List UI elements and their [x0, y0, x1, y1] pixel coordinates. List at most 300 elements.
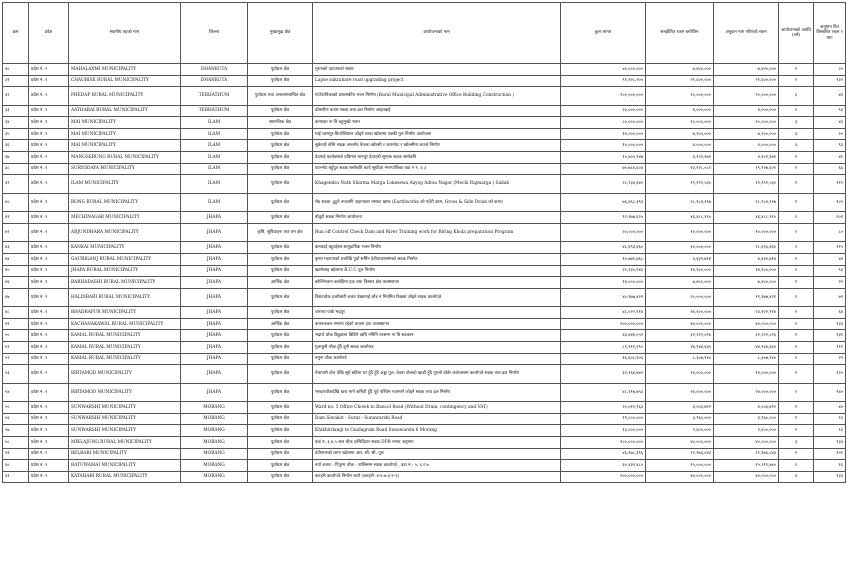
total-cost-cell: १००,०००,०००: [561, 436, 646, 448]
total-cost-cell: ६४,४४४,०५२: [561, 330, 646, 342]
district-cell: JHAPA: [181, 265, 248, 277]
district-cell: JHAPA: [181, 342, 248, 354]
duration-cell: ३: [779, 436, 814, 448]
requested-amount-cell: २०,०००,०००: [714, 87, 779, 106]
agreed-amount-cell: ४,१०२,१७१: [646, 152, 714, 164]
table-row: [3, 448, 846, 460]
agreed-amount-cell: २४,०००,०००: [646, 383, 714, 402]
province-cell: प्रदेश नं. १: [29, 342, 69, 354]
local-body-cell: BIRTAMOD MUNICIPALITY: [69, 383, 181, 402]
total-cost-cell: १६,६०८,१०६: [561, 353, 646, 365]
duration-cell: १: [779, 342, 814, 354]
agreed-amount-cell: ७,४००,०००: [646, 64, 714, 76]
table-row: [3, 383, 846, 402]
extra-value-cell: ८०: [814, 223, 846, 242]
duration-cell: १: [779, 212, 814, 224]
total-cost-cell: ४०,१७७,४२१: [561, 288, 646, 307]
district-cell: MORANG: [181, 413, 248, 425]
table-row: [3, 342, 846, 354]
sector-cell: पूर्वाधार क्षेत्र: [248, 105, 313, 117]
table-row: [3, 471, 846, 483]
duration-cell: ३: [779, 471, 814, 483]
serial-cell: ३९: [3, 175, 29, 194]
extra-value-cell: ९३: [814, 105, 846, 117]
project-name-cell: नयाँ बजार - पिपुरम चौक - तालिसम्म सडक कालोपत्रे , वडा नं.- ५, ६ र ७: [313, 460, 561, 472]
province-cell: प्रदेश नं. १: [29, 471, 69, 483]
extra-value-cell: ७९: [814, 288, 846, 307]
requested-amount-cell: २१,६००,०००: [714, 75, 779, 87]
serial-cell: ३२: [3, 87, 29, 106]
district-cell: DHANKUTA: [181, 64, 248, 76]
project-name-cell: Khikhirdangi to Guidagram Road Sunawarshi 6 Morang: [313, 425, 561, 437]
table-row: [3, 318, 846, 330]
serial-cell: ४४: [3, 253, 29, 265]
duration-cell: १: [779, 152, 814, 164]
duration-cell: १: [779, 64, 814, 76]
duration-cell: १: [779, 223, 814, 242]
extra-value-cell: १११: [814, 175, 846, 194]
province-cell: प्रदेश नं. १: [29, 212, 69, 224]
project-name-cell: देवीनगरको लामा खोलामा आर. सी. सी. पुल: [313, 448, 561, 460]
requested-amount-cell: ४,०००,०००: [714, 105, 779, 117]
duration-cell: ३: [779, 87, 814, 106]
province-cell: प्रदेश नं. १: [29, 288, 69, 307]
table-row: [3, 413, 846, 425]
total-cost-cell: १००,०००,०००: [561, 318, 646, 330]
province-cell: प्रदेश नं. १: [29, 152, 69, 164]
local-body-cell: ARJUNDHARA MUNICIPALITY: [69, 223, 181, 242]
serial-cell: ५९: [3, 448, 29, 460]
agreed-amount-cell: ४०,०००,०००: [646, 471, 714, 483]
province-cell: प्रदेश नं. १: [29, 448, 69, 460]
serial-cell: ५४: [3, 383, 29, 402]
sector-cell: पूर्वाधार क्षेत्र: [248, 152, 313, 164]
requested-amount-cell: ७,२००,०००: [714, 128, 779, 140]
serial-cell: ४६: [3, 277, 29, 289]
table-row: [3, 242, 846, 254]
province-cell: प्रदेश नं. १: [29, 128, 69, 140]
province-cell: प्रदेश नं. १: [29, 436, 69, 448]
local-body-cell: BELBARI MUNICIPALITY: [69, 448, 181, 460]
extra-value-cell: १०१: [814, 448, 846, 460]
sector-cell: पुर्वाधार तथा अन्तरसम्बन्धित क्षेत्र: [248, 87, 313, 106]
requested-amount-cell: १९,१७७,४२१: [714, 288, 779, 307]
district-cell: JHAPA: [181, 223, 248, 242]
header-cell: अनुमान दिन विस्तारित रकम र माग: [814, 3, 846, 64]
province-cell: प्रदेश नं. १: [29, 175, 69, 194]
total-cost-cell: ७०,७८४,६०३: [561, 163, 646, 175]
total-cost-cell: ३०,४३९,४८०: [561, 460, 646, 472]
agreed-amount-cell: ३२,२२२,०२६: [646, 330, 714, 342]
total-cost-cell: २०,१३०,९४३: [561, 265, 646, 277]
requested-amount-cell: ४,१०२,१७१: [714, 152, 779, 164]
table-row: [3, 175, 846, 194]
sector-cell: पूर्वाधार क्षेत्र: [248, 365, 313, 384]
local-body-cell: BARHADASHI RURAL MUNICIPALITY: [69, 277, 181, 289]
total-cost-cell: १००,०००,०००: [561, 471, 646, 483]
province-cell: प्रदेश नं. १: [29, 277, 69, 289]
duration-cell: १: [779, 277, 814, 289]
duration-cell: १: [779, 365, 814, 384]
extra-value-cell: २२: [814, 353, 846, 365]
header-cell: आयोजनाको अवधि (वर्ष): [779, 3, 814, 64]
sector-cell: पूर्वाधार क्षेत्र: [248, 413, 313, 425]
province-cell: प्रदेश नं. १: [29, 253, 69, 265]
province-cell: प्रदेश नं. १: [29, 64, 69, 76]
agreed-amount-cell: १४,१००,०००: [646, 265, 714, 277]
agreed-amount-cell: ४,०००,०००: [646, 105, 714, 117]
extra-value-cell: २०: [814, 64, 846, 76]
local-body-cell: SUNWARSHI MUNICIPALITY: [69, 413, 181, 425]
total-cost-cell: ४८,२१७,७५३: [561, 383, 646, 402]
extra-value-cell: ४०: [814, 402, 846, 414]
header-cell: सम्झौतित रकम बमोजिम: [646, 3, 714, 64]
sector-cell: पूर्वाधार क्षेत्र: [248, 253, 313, 265]
total-cost-cell: १०,०००,०००: [561, 140, 646, 152]
total-cost-cell: १९,८००,०००: [561, 413, 646, 425]
table-row: [3, 64, 846, 76]
duration-cell: ३: [779, 140, 814, 152]
total-cost-cell: २०,०००,०००: [561, 223, 646, 242]
district-cell: JHAPA: [181, 330, 248, 342]
agreed-amount-cell: ७,२००,०००: [646, 128, 714, 140]
district-cell: JHAPA: [181, 277, 248, 289]
total-cost-cell: २८,२३४,६४०: [561, 175, 646, 194]
sector-cell: पूर्वाधार क्षेत्र: [248, 288, 313, 307]
province-cell: प्रदेश नं. १: [29, 365, 69, 384]
table-row: [3, 140, 846, 152]
local-body-cell: SURYODAYA MUNICIPALITY: [69, 163, 181, 175]
district-cell: JHAPA: [181, 383, 248, 402]
serial-cell: ३८: [3, 163, 29, 175]
requested-amount-cell: १०,०००,०००: [714, 223, 779, 242]
table-row: [3, 253, 846, 265]
requested-amount-cell: ७,४००,०००: [714, 64, 779, 76]
requested-amount-cell: ४,००३,७९२: [714, 402, 779, 414]
extra-value-cell: १३२: [814, 75, 846, 87]
requested-amount-cell: २४,०००,०००: [714, 383, 779, 402]
extra-value-cell: २०१: [814, 212, 846, 224]
sector-cell: कृषि, सुविधाहरु तथा वन क्षेत्र: [248, 223, 313, 242]
project-name-cell: कटहरी कालोपत्रे निर्माण कार्य (कटहरी -४-६-७-३-२-१): [313, 471, 561, 483]
project-name-cell: गाउँपालिकाको प्रशासकीय भवन निर्माण (Rural Municipal Administrative Office Building Construction ): [313, 87, 561, 106]
district-cell: JHAPA: [181, 288, 248, 307]
province-cell: प्रदेश नं. १: [29, 223, 69, 242]
sector-cell: पूर्वाधार क्षेत्र: [248, 471, 313, 483]
requested-amount-cell: २,६००,०००: [714, 425, 779, 437]
project-name-cell: रोड सडक- टुटुने तपलागि जहानाटार मस्याट खण्ड (Earthworks को फाँटी काम, Gross & Side Drain को काम): [313, 193, 561, 212]
province-cell: प्रदेश नं. १: [29, 87, 69, 106]
extra-value-cell: १३१: [814, 330, 846, 342]
district-cell: TERHATHUM: [181, 87, 248, 106]
header-cell: कुल लागत: [561, 3, 646, 64]
province-cell: प्रदेश नं. १: [29, 413, 69, 425]
district-cell: MORANG: [181, 425, 248, 437]
province-cell: प्रदेश नं. १: [29, 307, 69, 319]
province-cell: प्रदेश नं. १: [29, 117, 69, 129]
project-name-cell: बीतुटी सडक निर्माण आयोजना: [313, 212, 561, 224]
project-table: [2, 2, 846, 483]
extra-value-cell: ६६: [814, 163, 846, 175]
extra-value-cell: १२०: [814, 365, 846, 384]
table-row: [3, 128, 846, 140]
project-name-cell: मेचावारी टोल देखि सूर्य बडिमा घर हुँदै हुँदै अड्डा पुल, देवता टोलको खाडी हुँदै पुरानो बोर्डर कलेजसम्म कालोपत्रे सडक तथा ढल निर्माण: [313, 365, 561, 384]
duration-cell: १: [779, 460, 814, 472]
table-row: [3, 223, 846, 242]
serial-cell: ४८: [3, 307, 29, 319]
extra-value-cell: ४१: [814, 152, 846, 164]
total-cost-cell: ४६,१७८,३९६: [561, 448, 646, 460]
sector-cell: पूर्वाधार क्षेत्र: [248, 163, 313, 175]
local-body-cell: MAI MUNICIPALITY: [69, 117, 181, 129]
header-cell: मुख्यमुद्रा क्षेत्र: [248, 3, 313, 64]
project-name-cell: वाडं न. ३,४,५ जल चौक धन्विदिटार सडक DPR नागत अनुमान: [313, 436, 561, 448]
project-name-cell: फाल्नोट बहुँदुत सडक स्तरोन्नति कार्य सूर्योदय नगरपालिका वडा नं ९, ४ ३: [313, 163, 561, 175]
district-cell: ILAM: [181, 193, 248, 212]
district-cell: ILAM: [181, 128, 248, 140]
duration-cell: १: [779, 353, 814, 365]
duration-cell: १: [779, 318, 814, 330]
province-cell: प्रदेश नं. १: [29, 265, 69, 277]
total-cost-cell: १३,०००,०००: [561, 425, 646, 437]
requested-amount-cell: ४६,४८८,९१०: [714, 212, 779, 224]
requested-amount-cell: २३,१२२,११४: [714, 307, 779, 319]
project-name-cell: मुरानको उठाउनको सडक: [313, 64, 561, 76]
project-name-cell: सुकेवार्र वस्ति सडक अन्तर्गत वैजला खोल्सी र जरामोटा र खोल्सीमा कजवे निर्माण: [313, 140, 561, 152]
agreed-amount-cell: १५,०००,०००: [646, 460, 714, 472]
total-cost-cell: २०,०११,९६३: [561, 402, 646, 414]
project-name-cell: भण्डारचौकदेखि धारा मार्ग कमिटी हुँदै पूर्व पश्चिम राजमार्ग जोड्ने सडक तथा ढल निर्माण: [313, 383, 561, 402]
local-body-cell: KAMAL RURAL MUNICIPALITY: [69, 353, 181, 365]
duration-cell: १: [779, 288, 814, 307]
requested-amount-cell: ३,९६०,०००: [714, 413, 779, 425]
province-cell: प्रदेश नं. १: [29, 140, 69, 152]
duration-cell: १: [779, 307, 814, 319]
extra-value-cell: ४३: [814, 87, 846, 106]
district-cell: ILAM: [181, 117, 248, 129]
duration-cell: १: [779, 448, 814, 460]
agreed-amount-cell: २२,१७६,०४३: [646, 448, 714, 460]
total-cost-cell: ४८,६९३,४६०: [561, 242, 646, 254]
table-row: [3, 277, 846, 289]
total-cost-cell: १४,०००,०००: [561, 277, 646, 289]
table-row: [3, 87, 846, 106]
project-name-cell: माई धरमपुर-बिजोलियाल जोड्ने रतवा खोलामा पक्की पुल निर्माण आयोजना: [313, 128, 561, 140]
requested-amount-cell: २२,१७६,०४३: [714, 448, 779, 460]
agreed-amount-cell: ४०,०००,०००: [646, 318, 714, 330]
header-cell: प्रदेश: [29, 3, 69, 64]
serial-cell: ५६: [3, 413, 29, 425]
table-row: [3, 436, 846, 448]
table-row: [3, 105, 846, 117]
district-cell: MORANG: [181, 448, 248, 460]
agreed-amount-cell: ३०,०००,०००: [646, 242, 714, 254]
local-body-cell: MAI MUNICIPALITY: [69, 128, 181, 140]
serial-cell: ५३: [3, 365, 29, 384]
table-row: [3, 365, 846, 384]
extra-value-cell: ६४: [814, 307, 846, 319]
header-cell: स्थानीय तहको नाम: [69, 3, 181, 64]
serial-cell: ५७: [3, 425, 29, 437]
project-name-cell: चारपथ पार्क भद्रपुर: [313, 307, 561, 319]
district-cell: DHANKUTA: [181, 75, 248, 87]
sector-cell: पूर्वाधार क्षेत्र: [248, 140, 313, 152]
duration-cell: १: [779, 193, 814, 212]
serial-cell: ४९: [3, 318, 29, 330]
province-cell: प्रदेश नं. १: [29, 75, 69, 87]
sector-cell: पूर्वाधार क्षेत्र: [248, 330, 313, 342]
project-name-cell: बाँकमीण बजार सडक तथा ढल निर्माण आइतबाई: [313, 105, 561, 117]
project-name-cell: कन्याका ना वि बहुमुखी भवन: [313, 117, 561, 129]
sector-cell: पूर्वाधार क्षेत्र: [248, 212, 313, 224]
table-row: [3, 402, 846, 414]
total-cost-cell: ४८,०२२,११४: [561, 307, 646, 319]
extra-value-cell: १०१: [814, 193, 846, 212]
project-name-cell: कनकाई बहुउद्देश्य सामुदायिक भवन निर्माण: [313, 242, 561, 254]
total-cost-cell: ८९,९११,२९०: [561, 342, 646, 354]
extra-value-cell: १३: [814, 413, 846, 425]
table-row: [3, 163, 846, 175]
project-name-cell: कृष्ण महतपाको घरदेखि पुर्वा सर्मिन देवीपाथरसम्मको सडक निर्माण: [313, 253, 561, 265]
district-cell: MORANG: [181, 460, 248, 472]
extra-value-cell: १४०: [814, 383, 846, 402]
extra-value-cell: १३३: [814, 471, 846, 483]
serial-cell: ४५: [3, 265, 29, 277]
total-cost-cell: १०,४०५,१४७: [561, 152, 646, 164]
table-row: [3, 117, 846, 129]
duration-cell: १: [779, 425, 814, 437]
table-row: [3, 212, 846, 224]
serial-cell: ५५: [3, 402, 29, 414]
serial-cell: ४२: [3, 223, 29, 242]
local-body-cell: AATHARAI RURAL MUNICIPALITY: [69, 105, 181, 117]
serial-cell: ३४: [3, 117, 29, 129]
agreed-amount-cell: ४,००३,७९२: [646, 402, 714, 414]
local-body-cell: MECHINAGAR MUNICIPALITY: [69, 212, 181, 224]
sector-cell: पूर्वाधार क्षेत्र: [248, 64, 313, 76]
extra-value-cell: १३३: [814, 436, 846, 448]
extra-value-cell: १६: [814, 460, 846, 472]
project-name-cell: विराटचोक हल्दीबारी बजार देखामाई लोड नं नियमित रिखबा जोड्ने सडक कालोपत्रे: [313, 288, 561, 307]
agreed-amount-cell: ४०,०००,०००: [646, 436, 714, 448]
sector-cell: आर्थिक क्षेत्र: [248, 318, 313, 330]
table-row: [3, 75, 846, 87]
header-row: [3, 3, 846, 64]
duration-cell: १: [779, 175, 814, 194]
local-body-cell: BHADRAPUR MUNICIPALITY: [69, 307, 181, 319]
agreed-amount-cell: २,६००,०००: [646, 425, 714, 437]
table-row: [3, 460, 846, 472]
serial-cell: ३५: [3, 128, 29, 140]
local-body-cell: HALDIBARI RURAL MUNICIPALITY: [69, 288, 181, 307]
local-body-cell: KAMAL RURAL MUNICIPALITY: [69, 330, 181, 342]
header-cell: जिल्ला: [181, 3, 248, 64]
local-body-cell: RONG RURAL MUNICIPALITY: [69, 193, 181, 212]
extra-value-cell: १११: [814, 342, 846, 354]
duration-cell: १: [779, 163, 814, 175]
sector-cell: पूर्वाधार क्षेत्र: [248, 383, 313, 402]
agreed-amount-cell: ४,०००,०००: [646, 140, 714, 152]
district-cell: JHAPA: [181, 353, 248, 365]
project-name-cell: Run off Control Check Dam and River Training work for Biring Khola preparation Program: [313, 223, 561, 242]
project-name-cell: Khagendra Nath Sharma Marga Lokesewa Aayog Adrsa Nagar (Mechi Rajmarga ) Sadak: [313, 175, 561, 194]
extra-value-cell: ९३: [814, 140, 846, 152]
extra-value-cell: ४३: [814, 117, 846, 129]
district-cell: MORANG: [181, 436, 248, 448]
district-cell: MORANG: [181, 402, 248, 414]
local-body-cell: RATUWAMAI MUNICIPALITY: [69, 460, 181, 472]
agreed-amount-cell: २०,०००,०००: [646, 117, 714, 129]
district-cell: MORANG: [181, 471, 248, 483]
local-body-cell: BIRTAMOD MUNICIPALITY: [69, 365, 181, 384]
table-row: [3, 152, 846, 164]
duration-cell: ३: [779, 117, 814, 129]
sector-cell: पूर्वाधार क्षेत्र: [248, 193, 313, 212]
local-body-cell: MANGSEBUNG RURAL MUNICIPALITY: [69, 152, 181, 164]
total-cost-cell: १४,०००,०००: [561, 128, 646, 140]
project-name-cell: नमुना चौक कालोपत्रे: [313, 353, 561, 365]
serial-cell: ५८: [3, 436, 29, 448]
sector-cell: पूर्वाधार क्षेत्र: [248, 436, 313, 448]
serial-cell: ३७: [3, 152, 29, 164]
table-row: [3, 425, 846, 437]
requested-amount-cell: १९,९२७,६०१: [714, 163, 779, 175]
total-cost-cell: ८०,०००,०००: [561, 117, 646, 129]
agreed-amount-cell: २०,०००,०००: [646, 288, 714, 307]
agreed-amount-cell: ७,४००,०००: [646, 277, 714, 289]
local-body-cell: CHAUBISE RURAL MUNICIPALITY: [69, 75, 181, 87]
requested-amount-cell: ४०,०००,०००: [714, 318, 779, 330]
requested-amount-cell: ८,३०७,१४०: [714, 353, 779, 365]
total-cost-cell: १००,०००,०००: [561, 87, 646, 106]
serial-cell: ४३: [3, 242, 29, 254]
province-cell: प्रदेश नं. १: [29, 163, 69, 175]
sector-cell: आर्थिक क्षेत्र: [248, 277, 313, 289]
sector-cell: पूर्वाधार क्षेत्र: [248, 128, 313, 140]
serial-cell: ६१: [3, 471, 29, 483]
sector-cell: पूर्वाधार क्षेत्र: [248, 448, 313, 460]
duration-cell: १: [779, 75, 814, 87]
sector-cell: पूर्वाधार क्षेत्र: [248, 460, 313, 472]
serial-cell: ५१: [3, 342, 29, 354]
district-cell: TERHATHUM: [181, 105, 248, 117]
district-cell: ILAM: [181, 175, 248, 194]
serial-cell: ४०: [3, 193, 29, 212]
extra-value-cell: ४४: [814, 253, 846, 265]
local-body-cell: MAHALAXMI MUNICIPALITY: [69, 64, 181, 76]
district-cell: ILAM: [181, 163, 248, 175]
requested-amount-cell: ४,०००,०००: [714, 140, 779, 152]
requested-amount-cell: २८,६९३,४६०: [714, 242, 779, 254]
agreed-amount-cell: २१,६००,०००: [646, 75, 714, 87]
local-body-cell: JHAPA RURAL MUNICIPALITY: [69, 265, 181, 277]
agreed-amount-cell: १०,०००,०००: [646, 223, 714, 242]
project-name-cell: कचनकवल नगरमा रहेको कचना हाट व्यवस्थापन: [313, 318, 561, 330]
total-cost-cell: ७६,४६८,३९३: [561, 193, 646, 212]
agreed-amount-cell: ४,४३९,७१४: [646, 253, 714, 265]
project-name-cell: Ram Siwakot - Surat - Sunawarshi Road: [313, 413, 561, 425]
local-body-cell: KACHANAKAWAL RURAL MUNICIPALITY: [69, 318, 181, 330]
district-cell: JHAPA: [181, 253, 248, 265]
requested-amount-cell: ४०,०००,०००: [714, 471, 779, 483]
duration-cell: १: [779, 253, 814, 265]
project-name-cell: Lapse sukrabare road upgrading project: [313, 75, 561, 87]
project-name-cell: देउमाई कालेक्याले दविमान मानपुर देउराली सुमाक सडक स्तरोन्नति: [313, 152, 561, 164]
agreed-amount-cell: १४,०००,०००: [646, 365, 714, 384]
serial-cell: ३३: [3, 105, 29, 117]
sector-cell: पूर्वाधार क्षेत्र: [248, 307, 313, 319]
extra-value-cell: १३: [814, 425, 846, 437]
